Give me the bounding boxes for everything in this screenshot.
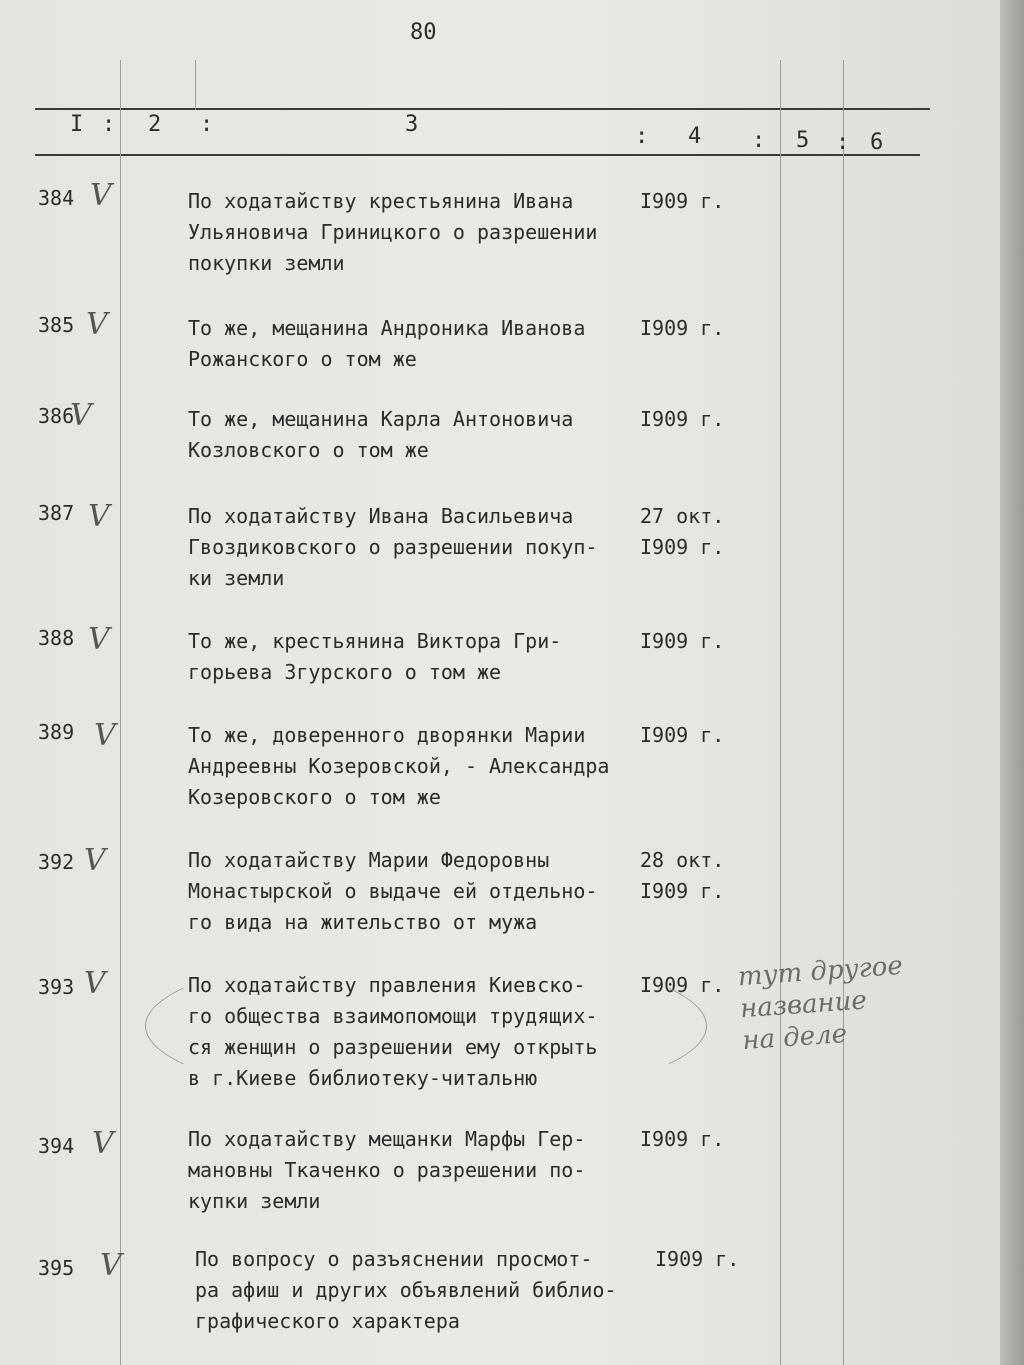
entry-number: 386 xyxy=(38,404,75,428)
column-header: 6 xyxy=(870,130,884,155)
entry-number: 387 xyxy=(38,501,75,525)
header-bottom-rule xyxy=(35,154,920,156)
column-divider xyxy=(120,60,121,1365)
entry-date: I909 г. xyxy=(655,1247,740,1271)
entry-date: I909 г. xyxy=(640,316,725,340)
page-number: 80 xyxy=(410,20,437,45)
checkmark-icon: V xyxy=(100,1248,122,1283)
entry-number: 388 xyxy=(38,626,75,650)
entry-number: 392 xyxy=(38,850,75,874)
checkmark-icon: V xyxy=(88,622,110,657)
column-separator: : xyxy=(200,112,214,137)
entry-description: По ходатайству мещанки Марфы Гер- мановны Ткаченко о разрешении по- купки земли xyxy=(188,1127,586,1213)
column-separator: : xyxy=(635,124,649,149)
faded-header-row xyxy=(40,68,940,104)
checkmark-icon: V xyxy=(84,843,106,878)
column-header: 5 xyxy=(796,128,810,153)
entry-date: I909 г. xyxy=(640,189,725,213)
entry-description: По ходатайству крестьянина Ивана Ульяновича Гриницкого о разрешении покупки земли xyxy=(188,189,598,275)
column-divider xyxy=(780,60,781,1365)
handwritten-bracket xyxy=(145,950,707,1102)
entry-description: По вопросу о разъяснении просмот- ра афиш и других объявлений библио- графического характера xyxy=(195,1247,617,1333)
column-separator: : xyxy=(102,112,116,137)
header-top-rule xyxy=(35,108,930,110)
entry-date: I909 г. xyxy=(640,973,725,997)
handwritten-note: тут другое название на деле xyxy=(736,950,904,1057)
entry-description: По ходатайству правления Киевско- го общества взаимопомощи трудящих- ся женщин о разрешении ему открыть в г.Киеве библиотеку-читальню xyxy=(188,973,598,1090)
entry-number: 395 xyxy=(38,1256,75,1280)
column-header: 2 xyxy=(148,112,162,137)
entry-number: 389 xyxy=(38,720,75,744)
entry-date: I909 г. xyxy=(640,629,725,653)
checkmark-icon: V xyxy=(92,1126,114,1161)
entry-date: I909 г. xyxy=(640,723,725,747)
checkmark-icon: V xyxy=(94,718,116,753)
column-divider xyxy=(843,60,844,1365)
checkmark-icon: V xyxy=(86,307,108,342)
checkmark-icon: V xyxy=(90,178,112,213)
entry-description: То же, мещанина Карла Антоновича Козловского о том же xyxy=(188,407,574,462)
entry-description: По ходатайству Марии Федоровны Монастырской о выдаче ей отдельно- го вида на жительство от мужа xyxy=(188,848,598,934)
entry-description: То же, крестьянина Виктора Гри- горьева Згурского о том же xyxy=(188,629,562,684)
column-header: 4 xyxy=(688,124,702,149)
entry-description: То же, мещанина Андроника Иванова Рожанского о том же xyxy=(188,316,586,371)
checkmark-icon: V xyxy=(88,499,110,534)
entry-description: То же, доверенного дворянки Марии Андреевны Козеровской, - Александра Козеровского о том же xyxy=(188,723,610,809)
entry-number: 394 xyxy=(38,1134,75,1158)
column-header: 3 xyxy=(405,112,419,137)
checkmark-icon: V xyxy=(84,966,106,1001)
column-separator: : xyxy=(836,130,850,155)
column-divider xyxy=(195,60,196,110)
page-edge xyxy=(1000,0,1024,1365)
entry-date: 28 окт. I909 г. xyxy=(640,848,725,903)
entry-number: 384 xyxy=(38,186,75,210)
entry-date: I909 г. xyxy=(640,407,725,431)
entry-number: 385 xyxy=(38,313,75,337)
entry-description: По ходатайству Ивана Васильевича Гвоздиковского о разрешении покуп- ки земли xyxy=(188,504,598,590)
column-separator: : xyxy=(752,128,766,153)
column-header: I xyxy=(70,112,84,137)
entry-date: 27 окт. I909 г. xyxy=(640,504,725,559)
entry-number: 393 xyxy=(38,975,75,999)
entry-date: I909 г. xyxy=(640,1127,725,1151)
checkmark-icon: V xyxy=(70,398,92,433)
